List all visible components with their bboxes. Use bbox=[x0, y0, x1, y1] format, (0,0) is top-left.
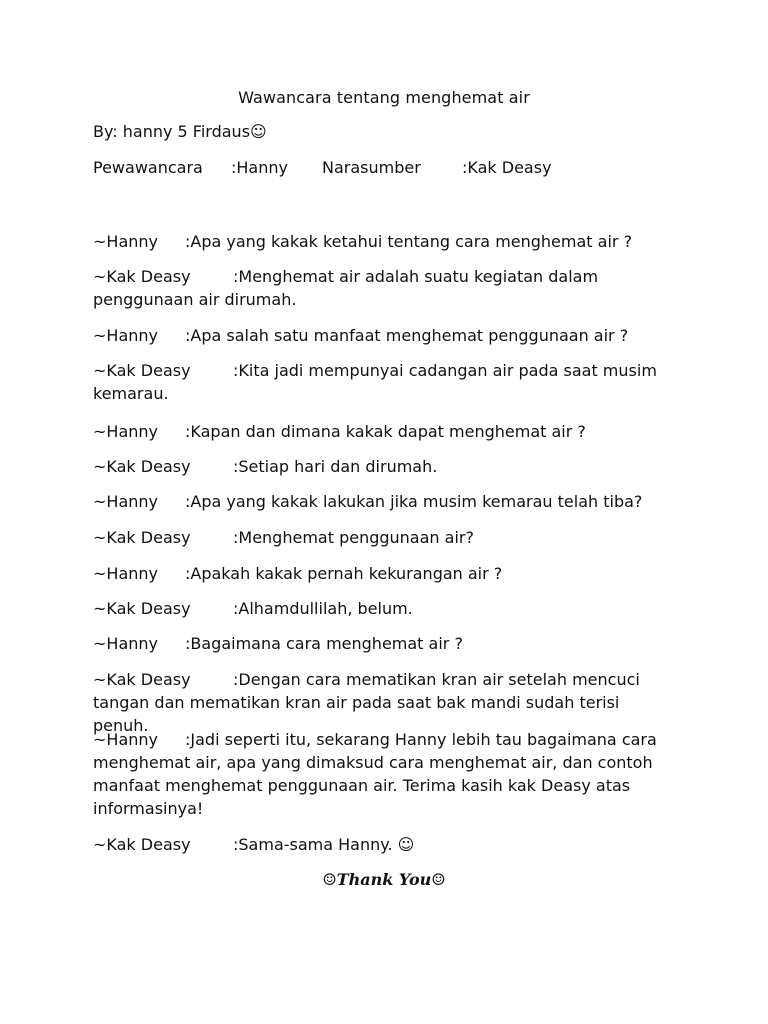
page-title: Wawancara tentang menghemat air bbox=[238, 88, 530, 107]
dialogue-text: :Setiap hari dan dirumah. bbox=[233, 457, 438, 476]
interview-header bbox=[93, 158, 693, 180]
dialogue-text: :Bagaimana cara menghemat air ? bbox=[185, 634, 463, 653]
speaker-name: ~Hanny bbox=[93, 232, 158, 251]
source-value: :Kak Deasy bbox=[462, 158, 552, 177]
speaker-name: ~Hanny bbox=[93, 564, 158, 583]
dialogue-text: :Apa yang kakak lakukan jika musim kemarau telah tiba? bbox=[185, 492, 643, 511]
speaker-name: ~Hanny bbox=[93, 326, 158, 345]
dialogue-line bbox=[93, 455, 673, 478]
dialogue-line bbox=[93, 668, 673, 737]
closing-thank-you: ☺Thank You☺ bbox=[322, 870, 446, 889]
dialogue-line bbox=[93, 490, 673, 513]
dialogue-line bbox=[93, 562, 673, 585]
dialogue-text: :Apa yang kakak ketahui tentang cara menghemat air ? bbox=[185, 232, 633, 251]
dialogue-text: :Alhamdullilah, belum. bbox=[233, 599, 413, 618]
dialogue-text: :Sama-sama Hanny. ☺ bbox=[233, 835, 415, 854]
speaker-name: ~Hanny bbox=[93, 730, 158, 749]
dialogue-line bbox=[93, 230, 673, 253]
dialogue-line bbox=[93, 526, 673, 549]
speaker-name: ~Kak Deasy bbox=[93, 528, 191, 547]
source-label: Narasumber bbox=[322, 158, 421, 177]
speaker-name: ~Hanny bbox=[93, 492, 158, 511]
speaker-name: ~Kak Deasy bbox=[93, 457, 191, 476]
speaker-name: ~Kak Deasy bbox=[93, 670, 191, 689]
speaker-name: ~Kak Deasy bbox=[93, 599, 191, 618]
dialogue-line bbox=[93, 597, 673, 620]
dialogue-line bbox=[93, 420, 673, 443]
dialogue-line bbox=[93, 359, 673, 405]
dialogue-text: :Apa salah satu manfaat menghemat penggunaan air ? bbox=[185, 326, 629, 345]
dialogue-line bbox=[93, 265, 673, 311]
dialogue-text: :Menghemat air adalah suatu kegiatan dalam penggunaan air dirumah. bbox=[93, 267, 599, 309]
speaker-name: ~Hanny bbox=[93, 422, 158, 441]
dialogue-line bbox=[93, 632, 673, 655]
dialogue-text: :Menghemat penggunaan air? bbox=[233, 528, 474, 547]
dialogue-text: :Apakah kakak pernah kekurangan air ? bbox=[185, 564, 503, 583]
speaker-name: ~Kak Deasy bbox=[93, 361, 191, 380]
dialogue-line bbox=[93, 728, 673, 820]
dialogue-text: :Kapan dan dimana kakak dapat menghemat air ? bbox=[185, 422, 586, 441]
interviewer-value: :Hanny bbox=[231, 158, 288, 177]
dialogue-line bbox=[93, 833, 673, 856]
dialogue-text: :Kita jadi mempunyai cadangan air pada saat musim kemarau. bbox=[93, 361, 657, 403]
speaker-name: ~Kak Deasy bbox=[93, 267, 191, 286]
speaker-name: ~Kak Deasy bbox=[93, 835, 191, 854]
interviewer-label: Pewawancara bbox=[93, 158, 203, 177]
byline: By: hanny 5 Firdaus☺ bbox=[93, 122, 267, 141]
dialogue-text: :Dengan cara mematikan kran air setelah mencuci tangan dan mematikan kran air pada saat bak mandi sudah terisi penuh. bbox=[93, 670, 640, 735]
dialogue-text: :Jadi seperti itu, sekarang Hanny lebih tau bagaimana cara menghemat air, apa yang dimaksud cara menghemat air, dan contoh manfaat menghemat penggunaan air. Terima kasih kak Deasy atas informasinya! bbox=[93, 730, 657, 818]
speaker-name: ~Hanny bbox=[93, 634, 158, 653]
dialogue-line bbox=[93, 324, 673, 347]
